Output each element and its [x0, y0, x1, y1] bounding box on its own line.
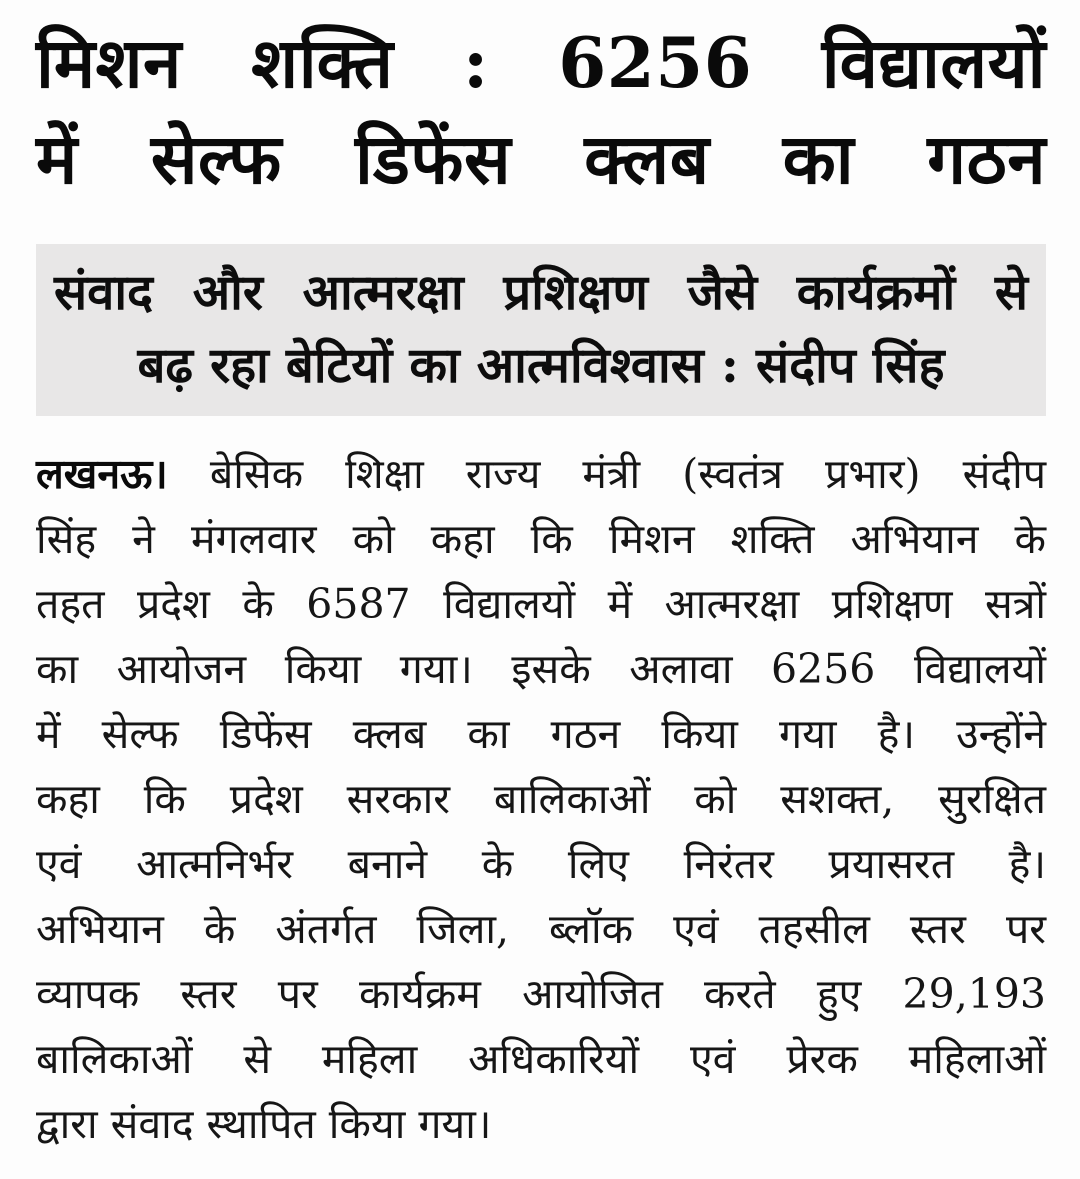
body-line: बालिकाओं से महिला अधिकारियों एवं प्रेरक महिलाओं [36, 1035, 1046, 1083]
body-line-text: बेसिक शिक्षा राज्य मंत्री (स्वतंत्र प्रभार) संदीप [209, 450, 1046, 498]
body-line: व्यापक स्तर पर कार्यक्रम आयोजित करते हुए 29,193 [36, 970, 1046, 1018]
headline-line-1: मिशन शक्ति : 6256 विद्यालयों [36, 23, 1046, 104]
body-line: अभियान के अंतर्गत जिला, ब्लॉक एवं तहसील स्तर पर [36, 905, 1046, 953]
body-line: सिंह ने मंगलवार को कहा कि मिशन शक्ति अभियान के [36, 515, 1046, 563]
dateline: लखनऊ। [36, 450, 168, 498]
body-line: का आयोजन किया गया। इसके अलावा 6256 विद्यालयों [36, 645, 1046, 693]
subheadline-box [36, 244, 1046, 416]
body-line: में सेल्फ डिफेंस क्लब का गठन किया गया है। उन्होंने [36, 710, 1046, 758]
body-line [36, 442, 1046, 507]
subheadline-line-1: संवाद और आत्मरक्षा प्रशिक्षण जैसे कार्यक्रमों से [54, 263, 1028, 321]
body-line: द्वारा संवाद स्थापित किया गया। [36, 1100, 492, 1148]
article-body [36, 442, 1046, 1157]
body-line: एवं आत्मनिर्भर बनाने के लिए निरंतर प्रयासरत है। [36, 840, 1046, 888]
headline-line-2: में सेल्फ डिफेंस क्लब का गठन [36, 119, 1046, 200]
headline [36, 16, 1046, 208]
subheadline-line-2: बढ़ रहा बेटियों का आत्मविश्वास : संदीप सिंह [137, 336, 945, 394]
body-line: तहत प्रदेश के 6587 विद्यालयों में आत्मरक्षा प्रशिक्षण सत्रों [36, 580, 1046, 628]
body-line: कहा कि प्रदेश सरकार बालिकाओं को सशक्त, सुरक्षित [36, 775, 1046, 823]
